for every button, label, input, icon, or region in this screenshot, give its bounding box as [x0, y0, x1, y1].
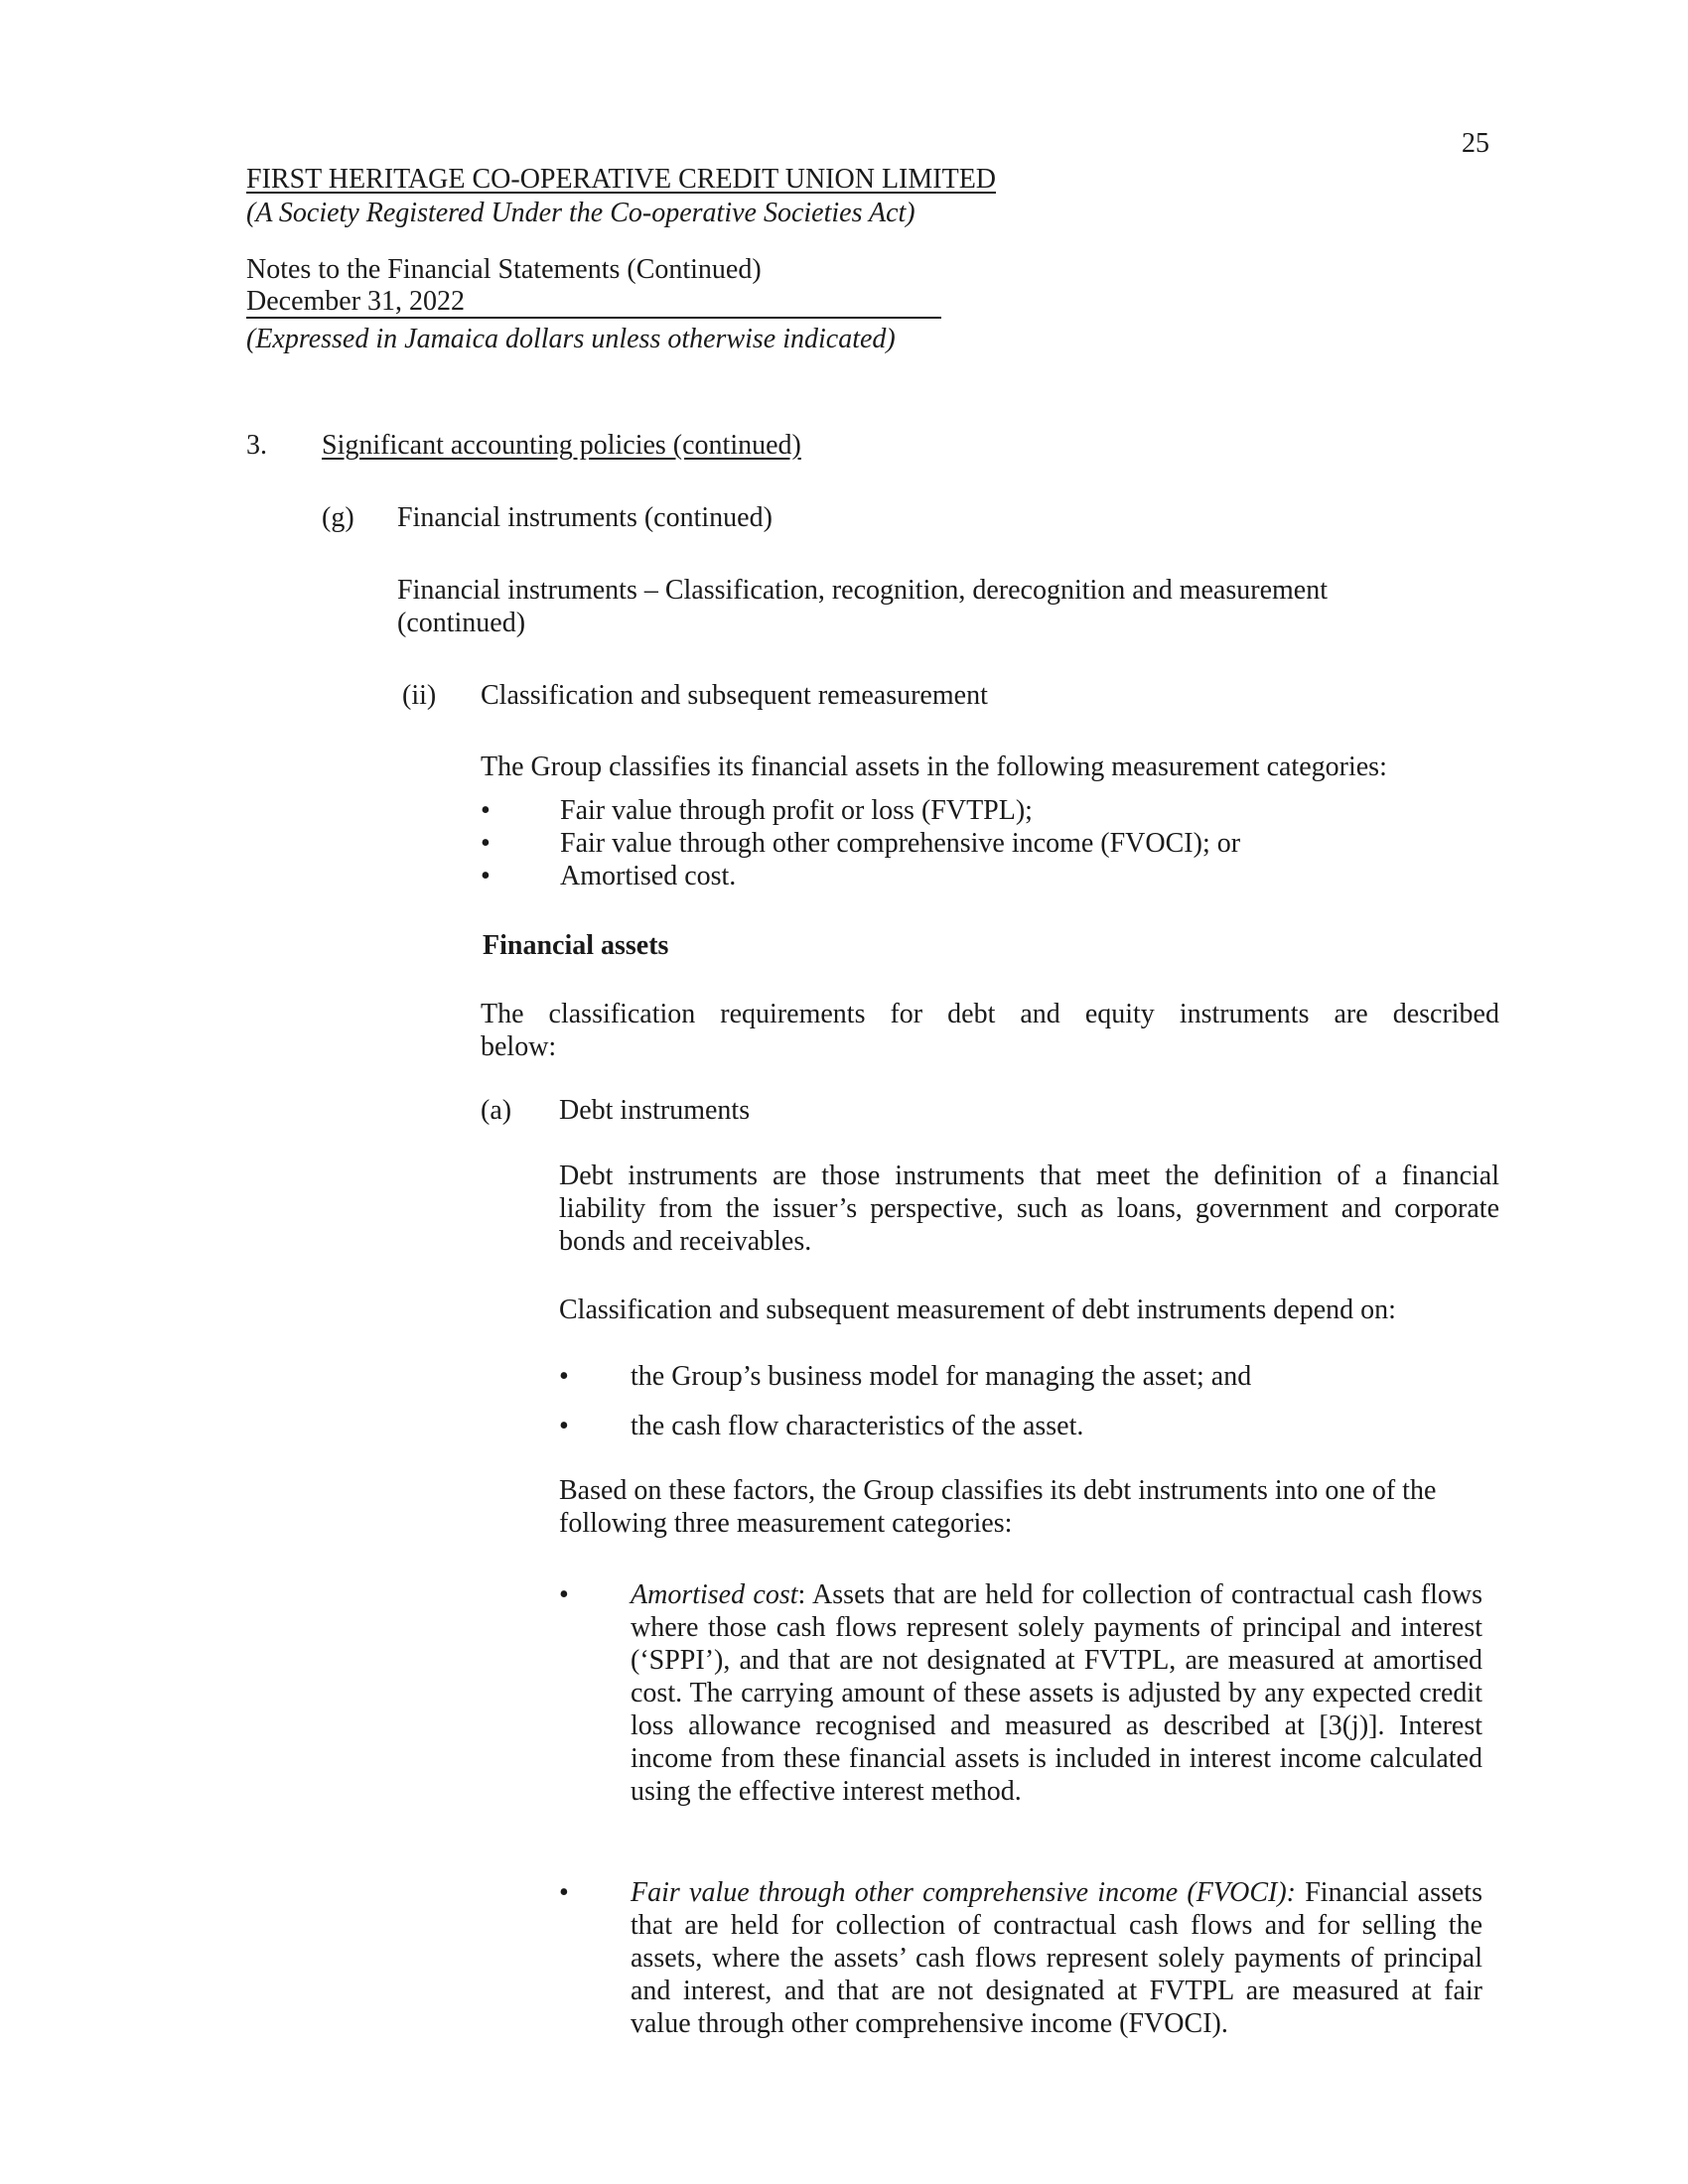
financial-assets-heading: Financial assets [483, 930, 669, 961]
section-title: Significant accounting policies (continued) [322, 430, 801, 461]
bullet-icon: • [559, 1877, 569, 1908]
notes-title: Notes to the Financial Statements (Continued) [246, 254, 762, 285]
fvoci-term: Fair value through other comprehensive income (FVOCI): [631, 1877, 1296, 1908]
financial-assets-intro-line1: The classification requirements for debt and equity instruments are described [481, 999, 1499, 1029]
bullet-icon: • [481, 828, 491, 859]
amortised-cost-term: Amortised cost [631, 1579, 798, 1610]
fvoci-paragraph [631, 1876, 1482, 2040]
debt-instruments-title: Debt instruments [559, 1095, 751, 1126]
amortised-cost-text: : Assets that are held for collection of contractual cash flows where those cash flows represent solely payments of principal and interest (‘SPPI’), and that are not designated at FVTPL, are measured at amortised cost. The carrying amount of these assets is adjusted by any expected credit loss allowance recognised and measured as described at [3(j)]. Interest income from these financial assets is included in interest income calculated using the effective interest method. [631, 1579, 1482, 1807]
category-fvtpl: Fair value through profit or loss (FVTPL); [560, 795, 1033, 826]
debt-instruments-definition: Debt instruments are those instruments that meet the definition of a financial liability from the issuer’s perspective, such as loans, government and corporate bonds and receivables. [559, 1160, 1499, 1257]
debt-instruments-depends: Classification and subsequent measurement of debt instruments depend on: [559, 1295, 1396, 1325]
category-fvoci: Fair value through other comprehensive income (FVOCI); or [560, 828, 1241, 859]
subsection-ii-number: (ii) [402, 680, 437, 711]
statement-date: December 31, 2022 [246, 287, 941, 319]
bullet-icon: • [559, 1579, 569, 1610]
company-subtitle: (A Society Registered Under the Co-operative Societies Act) [246, 198, 915, 228]
page-number: 25 [1462, 128, 1489, 159]
bullet-icon: • [481, 795, 491, 826]
fvoci-text: Financial assets that are held for collection of contractual cash flows and for selling the assets, where the assets’ cash flows represent solely payments of principal and interest, and that are not designated at FVTPL are measured at fair value through other comprehensive income (FVOCI). [631, 1877, 1482, 2039]
subsection-ii-intro: The Group classifies its financial assets in the following measurement categories: [481, 751, 1387, 782]
debt-instruments-based-on: Based on these factors, the Group classifies its debt instruments into one of the following three measurement categories: [559, 1475, 1437, 1539]
currency-note: (Expressed in Jamaica dollars unless otherwise indicated) [246, 324, 896, 354]
subsection-g-number: (g) [322, 502, 354, 533]
subsection-g-title: Financial instruments (continued) [397, 502, 773, 533]
bullet-icon: • [481, 861, 491, 891]
factor-business-model: the Group’s business model for managing the asset; and [631, 1361, 1252, 1392]
debt-instruments-number: (a) [481, 1095, 512, 1126]
subsection-ii-title: Classification and subsequent remeasurement [481, 680, 988, 711]
bullet-icon: • [559, 1411, 569, 1441]
category-amortised-cost: Amortised cost. [560, 861, 737, 891]
section-number: 3. [246, 430, 267, 461]
amortised-cost-paragraph [631, 1578, 1482, 1808]
company-name: FIRST HERITAGE CO-OPERATIVE CREDIT UNION LIMITED [246, 164, 997, 195]
subsection-g-intro: Financial instruments – Classification, recognition, derecognition and measurement (continued) [397, 575, 1328, 638]
financial-assets-intro-line2: below: [481, 1031, 557, 1062]
bullet-icon: • [559, 1361, 569, 1392]
factor-cash-flow: the cash flow characteristics of the asset. [631, 1411, 1084, 1441]
